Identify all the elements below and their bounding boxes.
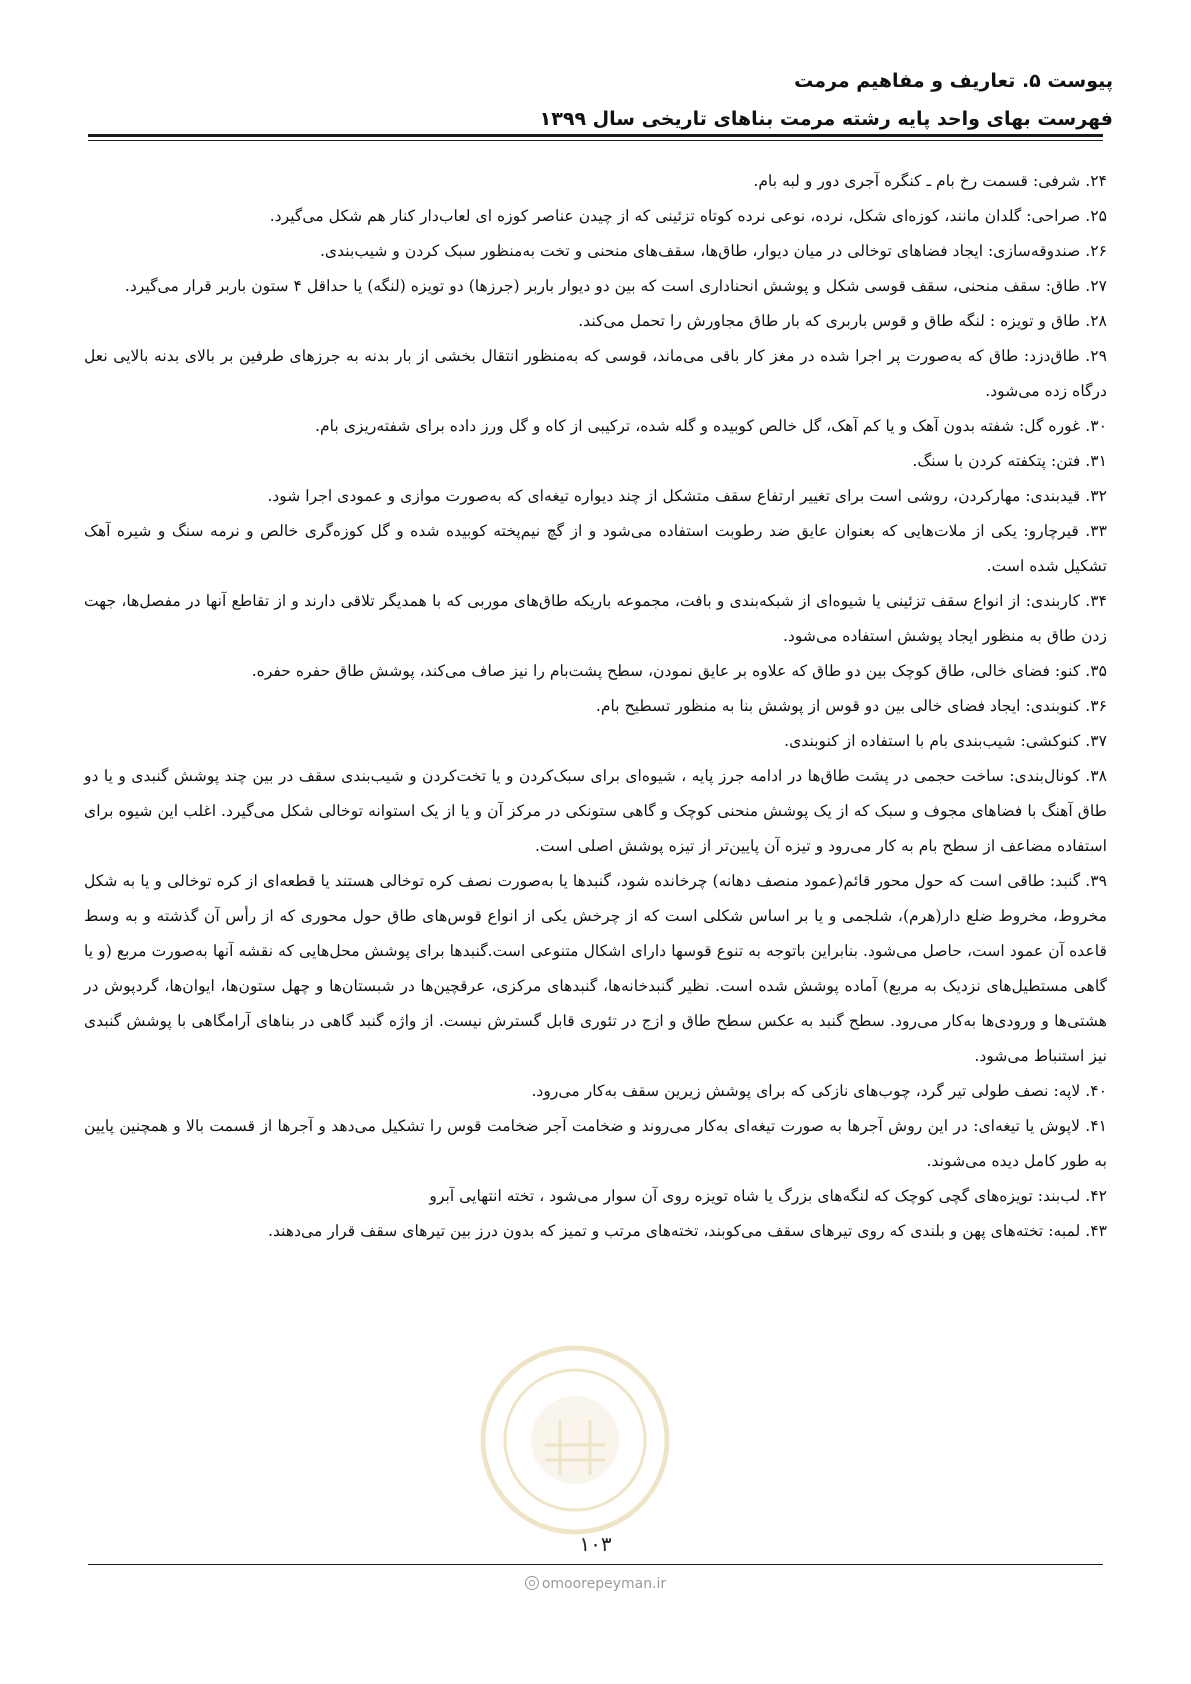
footer-url-text: omoorepeyman.ir <box>541 1576 667 1592</box>
definition-27: ۲۷. طاق: سقف منحنی، سقف قوسی شکل و پوشش انحناداری است که بین دو دیوار باربر (جرزها) دو تویزه (لنگه) یا حداقل ۴ ستون باربر قرار می‌گیرد. <box>124 277 1107 295</box>
definition-26: ۲۶. صندوقه‌سازی: ایجاد فضاهای توخالی در میان دیوار، طاق‌ها، سقف‌های منحنی و تخت به‌منظور سبک کردن و شیب‌بندی. <box>319 242 1107 260</box>
definition-35: ۳۵. کنو: فضای خالی، طاق کوچک بین دو طاق که علاوه بر عایق نمودن، سطح پشت‌بام را نیز صاف می‌کند، پوشش طاق حفره حفره. <box>251 662 1107 680</box>
definition-40: ۴۰. لاپه: نصف طولی تیر گرد، چوب‌های نازکی که برای پوشش زیرین سقف به‌کار می‌رود. <box>531 1082 1107 1100</box>
definition-43: ۴۳. لمبه: تخته‌های پهن و بلندی که روی تیرهای سقف می‌کوبند، تخته‌های مرتب و تمیز که بدون درز بین تیرهای سقف قرار می‌دهند. <box>268 1222 1107 1240</box>
definition-38: ۳۸. کونال‌بندی: ساخت حجمی در پشت طاق‌ها در ادامه جرز پایه ، شیوه‌ای برای سبک‌کردن و یا تخت‌کردن و شیب‌بندی سقف در بین چند پوشش گنبدی و یا دو طاق آهنگ با فضاهای مجوف و سبک که از یک پوشش منحنی کوچک و گاهی ستونکی در مرکز آن و یا از یک استوانه توخالی شکل می‌گیرد. اغلب این شیوه برای استفاده مضاعف از سطح بام به کار می‌رود و تیزه آن پایین‌تر از تیزه پوشش اصلی است. <box>84 767 1107 855</box>
definition-42: ۴۲. لب‌بند: تویزه‌های گچی کوچک که لنگه‌های بزرگ یا شاه تویزه روی آن سوار می‌شود ، تخته انتهایی آبرو <box>429 1187 1107 1205</box>
appendix-title: پیوست ۵. تعاریف و مفاهیم مرمت <box>794 70 1113 92</box>
definition-34: ۳۴. کاربندی: از انواع سقف تزئینی یا شیوه‌ای از شبکه‌بندی و بافت، مجموعه باریکه طاق‌های موربی که با همدیگر تلاقی دارند و از تقاطع آنها در مفصل‌ها، جهت زدن طاق به منظور ایجاد پوشش استفاده می‌شود. <box>84 592 1107 645</box>
at-sign-icon <box>525 1576 539 1590</box>
page-number: ۱۰۳ <box>579 1532 612 1556</box>
footer-url <box>0 1576 1191 1592</box>
definition-29: ۲۹. طاق‌دزد: طاق که به‌صورت پر اجرا شده در مغز کار باقی می‌ماند، قوسی که به‌منظور انتقال بخشی از بار بدنه به جرزهای طرفین بر بالای بدنه بالایی نعل درگاه زده می‌شود. <box>84 347 1107 400</box>
definitions-list <box>84 164 1107 1249</box>
definition-41: ۴۱. لاپوش یا تیغه‌ای: در این روش آجرها به صورت تیغه‌ای به‌کار می‌روند و ضخامت آجر ضخامت قوس را تشکیل می‌دهد و آجرها از قسمت بالا و همچنین پایین به طور کامل دیده می‌شوند. <box>84 1117 1107 1170</box>
definition-37: ۳۷. کنوکشی: شیب‌بندی بام با استفاده از کنوبندی. <box>784 732 1107 750</box>
definition-28: ۲۸. طاق و تویزه : لنگه طاق و قوس باربری که بار طاق مجاورش را تحمل می‌کند. <box>578 312 1107 330</box>
definition-31: ۳۱. فتن: پتکفته کردن با سنگ. <box>912 452 1107 470</box>
document-title: فهرست بهای واحد پایه رشته مرمت بناهای تاریخی سال ۱۳۹۹ <box>539 108 1113 130</box>
definition-39: ۳۹. گنبد: طاقی است که حول محور قائم(عمود منصف دهانه) چرخانده شود، گنبدها یا به‌صورت نصف کره توخالی هستند یا قطعه‌ای از کره توخالی و یا به شکل مخروط، مخروط ضلع دار(هرم)، شلجمی و یا بر اساس شکلی است که از چرخش یکی از انواع قوس‌های طاق حول محوری که از رأس آن گذشته و به وسط قاعده آن عمود است، حاصل می‌شود. بنابراین باتوجه به تنوع قوسها دارای اشکال متنوعی است.گنبدها برای پوشش محل‌هایی که نقشه آنها به‌صورت مربع (و یا گاهی مستطیل‌های نزدیک به مربع) آماده پوشش شده است. نظیر گنبدخانه‌ها، گنبدهای مرکزی، عرقچین‌ها در شبستان‌ها و چهل ستون‌ها، ایوان‌ها، گردپوش در هشتی‌ها و ورودی‌ها به‌کار می‌رود. سطح گنبد به عکس سطح طاق و ازج در تئوری قابل گسترش نیست. از واژه گنبد گاهی در بناهای آرامگاهی با پوشش گنبدی نیز استنباط می‌شود. <box>84 872 1107 1065</box>
page-header <box>78 62 1113 138</box>
definition-24: ۲۴. شرفی: قسمت رخ بام ـ کنگره آجری دور و لبه بام. <box>753 172 1107 190</box>
footer-rule <box>88 1564 1103 1565</box>
header-rule-thin <box>88 140 1103 141</box>
definition-25: ۲۵. صراحی: گلدان مانند، کوزه‌ای شکل، نرده، نوعی نرده کوتاه تزئینی که از چیدن عناصر کوزه ای لعاب‌دار کنار هم شکل می‌گیرد. <box>269 207 1107 225</box>
watermark-logo <box>475 1340 675 1540</box>
definition-36: ۳۶. کنوبندی: ایجاد فضای خالی بین دو قوس از پوشش بنا به منظور تسطیح بام. <box>595 697 1107 715</box>
definition-33: ۳۳. قیرچارو: یکی از ملات‌هایی که بعنوان عایق ضد رطوبت استفاده می‌شود و از گچ نیم‌پخته کوبیده شده و گل کوزه‌گری خالص و نرمه سنگ و شیره آهک تشکیل شده است. <box>84 522 1107 575</box>
definition-32: ۳۲. قیدبندی: مهارکردن، روشی است برای تغییر ارتفاع سقف متشکل از چند دیواره تیغه‌ای که به‌صورت موازی و عمودی اجرا شود. <box>267 487 1107 505</box>
header-rule-thick <box>88 134 1103 137</box>
definition-30: ۳۰. غوره گل: شفته بدون آهک و یا کم آهک، گل خالص کوبیده و گله شده، ترکیبی از کاه و گل ورز داده برای شفته‌ریزی بام. <box>315 417 1107 435</box>
